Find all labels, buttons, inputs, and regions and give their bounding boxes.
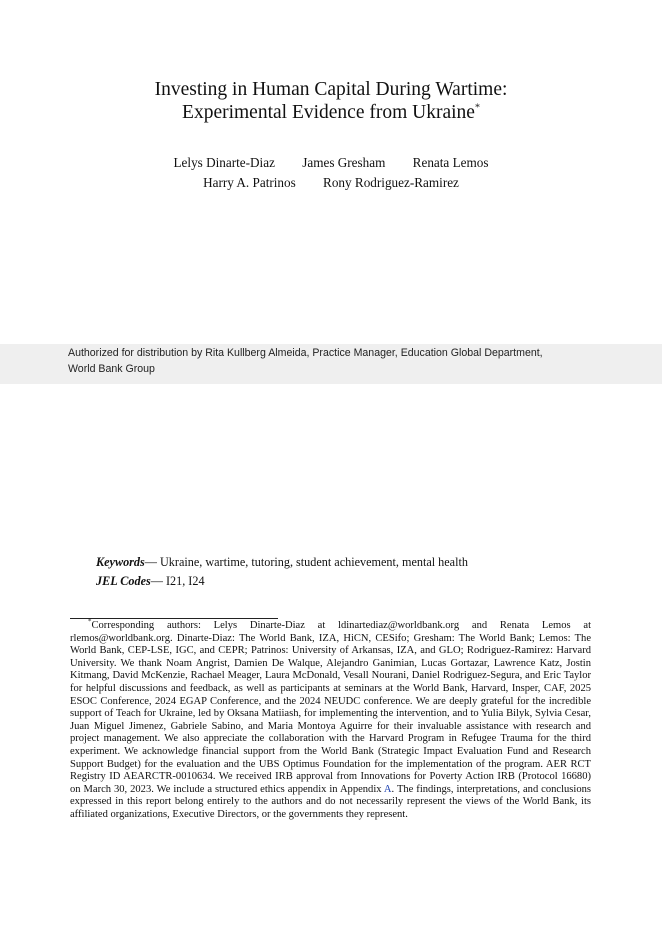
banner-line-1: Authorized for distribution by Rita Kullberg Almeida, Practice Manager, Education Global Department, [68, 347, 543, 359]
keywords-text: — Ukraine, wartime, tutoring, student achievement, mental health [144, 555, 468, 569]
footnote-text: Corresponding authors: Lelys Dinarte-Diaz at ldinartediaz@worldbank.org and Renata Lemos at rlemos@worldbank.org. Dinarte-Diaz: The World Bank, IZA, HiCN, CESifo; Gresham: The World Bank; Lemos: The World Bank, CEP-LSE, IGC, and CEPR; Patrinos: University of Arkansas, IZA, and GLO; Rodriguez-Ramirez: Harvard University. We thank Noam Angrist, Damien De Walque, Alejandro Ganimian, Lucas Gortazar, Lawrence Katz, Jostin Kitmang, David McKenzie, Rachael Meager, Laura McDonald, Vesall Nourani, Daniel Rodriguez-Segura, and Eric Taylor for helpful discussions and feedback, as well as participants at seminars at the World Bank, Harvard, Insper, CAF, 2025 ESOC Conference, 2024 EGAP Conference, and the 2024 NEUDC conference. We are deeply grateful for the incredible support of Teach for Ukraine, led by Oksana Matiiash, for implementing the intervention, and to Yulia Bilyk, Sylvia Cesar, Juan Miguel Jimenez, Gabriele Sabino, and Maria Montoya Aguirre for their invaluable assistance with research and project management. We also appreciate the collaboration with the Harvard Program in Refugee Trauma for the third experiment. We acknowledge financial support from the World Bank (Strategic Impact Evaluation Fund and Research Support Budget) for the evaluation and the UBS Optimus Foundation for the implementation of the program. AER RCT Registry ID AEARCTR-0010634. We received IRB approval from Innovations for Poverty Action IRB (Protocol 16680) on March 30, 2023. We include a structured ethics appendix in Appendix [70, 620, 591, 795]
author-row-1 [0, 153, 662, 173]
jel-codes-line [96, 572, 576, 591]
banner-line-2: World Bank Group [68, 363, 155, 375]
footnote-mark: * [88, 617, 92, 626]
appendix-link[interactable]: A [383, 783, 392, 795]
author-name: Rony Rodriguez-Ramirez [323, 175, 459, 190]
jel-codes-label: JEL Codes [96, 574, 151, 588]
title-line-2 [0, 101, 662, 124]
author-list [0, 153, 662, 193]
author-name: Renata Lemos [412, 155, 489, 170]
keywords-label: Keywords [96, 555, 145, 569]
corresponding-authors-footnote [70, 617, 591, 822]
keywords-block [96, 553, 576, 591]
footnote-divider [70, 618, 278, 619]
jel-codes-text: — I21, I24 [150, 574, 205, 588]
paper-title [0, 78, 662, 124]
title-line-2-text: Experimental Evidence from Ukraine [182, 102, 475, 123]
title-footnote-mark[interactable]: * [474, 102, 480, 114]
author-name: Harry A. Patrinos [203, 175, 296, 190]
title-line-1: Investing in Human Capital During Wartime: [154, 79, 508, 100]
distribution-banner [0, 344, 662, 384]
footnote-text-end: . The findings, interpretations, and conclusions expressed in this report belong entirely to the authors and do not necessarily represent the views of the World Bank, its affiliated organizations, Executive Directors, or the governments they represent. [70, 783, 591, 820]
author-name: James Gresham [302, 155, 386, 170]
author-name: Lelys Dinarte-Diaz [173, 155, 275, 170]
keywords-line [96, 553, 576, 572]
author-row-2 [0, 173, 662, 193]
